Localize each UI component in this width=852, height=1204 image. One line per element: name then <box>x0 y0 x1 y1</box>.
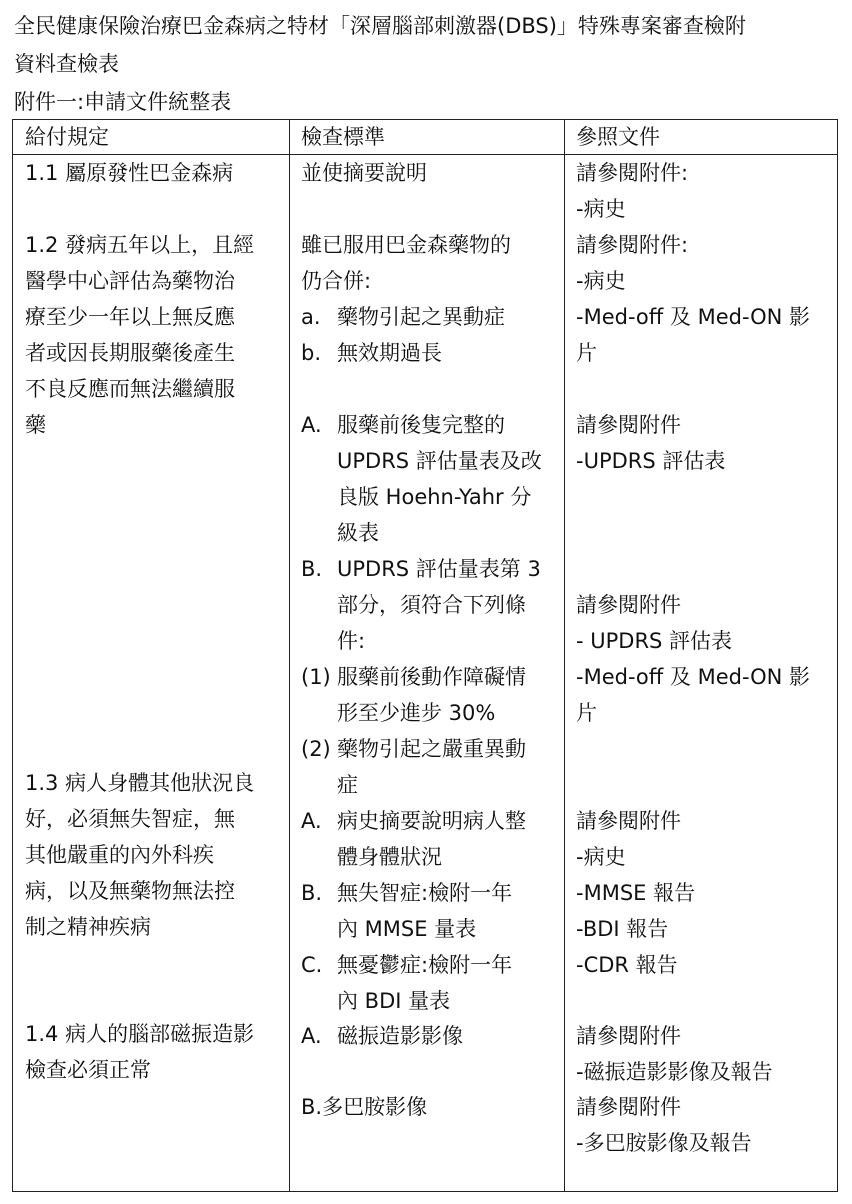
criteria-line: UPDRS 評估量表及改 <box>337 449 542 473</box>
list-marker: A. <box>301 809 322 833</box>
reference-line: -多巴胺影像及報告 <box>576 1131 752 1155</box>
column-header-payment-rules: 給付規定 <box>25 125 109 149</box>
criteria-line: 件: <box>337 629 366 653</box>
criteria-line: 服藥前後動作障礙情 <box>337 665 526 689</box>
reference-line: 片 <box>576 341 597 365</box>
reference-line: -磁振造影影像及報告 <box>576 1060 773 1084</box>
rule-line: 者或因長期服藥後產生 <box>25 341 235 365</box>
reference-line: -Med-off 及 Med-ON 影 <box>576 665 811 689</box>
list-marker: b. <box>301 341 322 365</box>
list-marker: B. <box>301 881 323 905</box>
rule-line: 制之精神疾病 <box>25 915 151 939</box>
criteria-line: 無失智症:檢附一年 <box>337 881 513 905</box>
application-documents-table <box>12 119 838 1192</box>
list-marker: A. <box>301 1024 322 1048</box>
reference-line: 片 <box>576 701 597 725</box>
list-marker: B. <box>301 557 323 581</box>
document-title-line-1: 全民健康保險治療巴金森病之特材「深層腦部刺激器(DBS)」特殊專案審查檢附 <box>14 14 746 38</box>
criteria-line: 仍合併: <box>301 269 372 293</box>
column-header-check-criteria: 檢查標準 <box>301 125 385 149</box>
criteria-line: 雖已服用巴金森藥物的 <box>301 233 511 257</box>
criteria-line: 級表 <box>337 521 379 545</box>
reference-line: 請參閱附件 <box>576 1095 681 1119</box>
reference-line: 請參閱附件 <box>576 413 681 437</box>
criteria-line: 藥物引起之異動症 <box>337 305 505 329</box>
list-marker: C. <box>301 953 323 977</box>
reference-line: -BDI 報告 <box>576 917 669 941</box>
criteria-line: 並使摘要說明 <box>301 161 427 185</box>
reference-line: 請參閱附件: <box>576 161 689 185</box>
rule-line: 1.3 病人身體其他狀況良 <box>25 771 255 795</box>
criteria-line: UPDRS 評估量表第 3 <box>337 557 541 581</box>
rule-line: 其他嚴重的內外科疾 <box>25 843 214 867</box>
reference-line: -UPDRS 評估表 <box>576 449 726 473</box>
list-marker: A. <box>301 413 322 437</box>
list-marker: (2) <box>301 737 331 761</box>
reference-line: -Med-off 及 Med-ON 影 <box>576 305 811 329</box>
reference-line: 請參閱附件 <box>576 1024 681 1048</box>
attachment-subtitle: 附件一:申請文件統整表 <box>14 90 232 114</box>
document-title-line-2: 資料查檢表 <box>14 52 119 76</box>
criteria-line: 病史摘要說明病人整 <box>337 809 526 833</box>
rule-line: 檢查必須正常 <box>25 1058 151 1082</box>
list-marker: a. <box>301 305 321 329</box>
reference-line: -CDR 報告 <box>576 953 678 977</box>
rule-line: 病，以及無藥物無法控 <box>25 879 235 903</box>
reference-line: 請參閱附件 <box>576 809 681 833</box>
rule-line: 不良反應而無法繼續服 <box>25 377 235 401</box>
reference-line: 請參閱附件 <box>576 593 681 617</box>
criteria-line: 藥物引起之嚴重異動 <box>337 737 526 761</box>
reference-line: -MMSE 報告 <box>576 881 696 905</box>
rule-line: 藥 <box>25 413 46 437</box>
criteria-line: 無效期過長 <box>337 341 442 365</box>
criteria-line: 磁振造影影像 <box>337 1024 463 1048</box>
column-divider <box>289 120 290 1191</box>
reference-line: - UPDRS 評估表 <box>576 629 733 653</box>
criteria-line: 部分，須符合下列條 <box>337 593 526 617</box>
list-marker: (1) <box>301 665 331 689</box>
rule-line: 好，必須無失智症，無 <box>25 807 235 831</box>
criteria-line: 無憂鬱症:檢附一年 <box>337 953 513 977</box>
criteria-line: 症 <box>337 773 358 797</box>
rule-line: 1.2 發病五年以上，且經 <box>25 233 255 257</box>
reference-line: -病史 <box>576 845 626 869</box>
criteria-line: 形至少進步 30% <box>337 701 496 725</box>
reference-line: 請參閱附件: <box>576 233 689 257</box>
rule-line: 療至少一年以上無反應 <box>25 305 235 329</box>
column-divider <box>564 120 565 1191</box>
column-header-reference-docs: 參照文件 <box>576 125 660 149</box>
rule-line: 醫學中心評估為藥物治 <box>25 269 235 293</box>
rule-line: 1.1 屬原發性巴金森病 <box>25 161 234 185</box>
criteria-line: 服藥前後隻完整的 <box>337 413 505 437</box>
reference-line: -病史 <box>576 197 626 221</box>
reference-line: -病史 <box>576 269 626 293</box>
criteria-line: 體身體狀況 <box>337 845 442 869</box>
criteria-line: B.多巴胺影像 <box>301 1095 428 1119</box>
criteria-line: 內 BDI 量表 <box>337 989 451 1013</box>
criteria-line: 內 MMSE 量表 <box>337 917 477 941</box>
criteria-line: 良版 Hoehn-Yahr 分 <box>337 485 532 509</box>
rule-line: 1.4 病人的腦部磁振造影 <box>25 1022 255 1046</box>
